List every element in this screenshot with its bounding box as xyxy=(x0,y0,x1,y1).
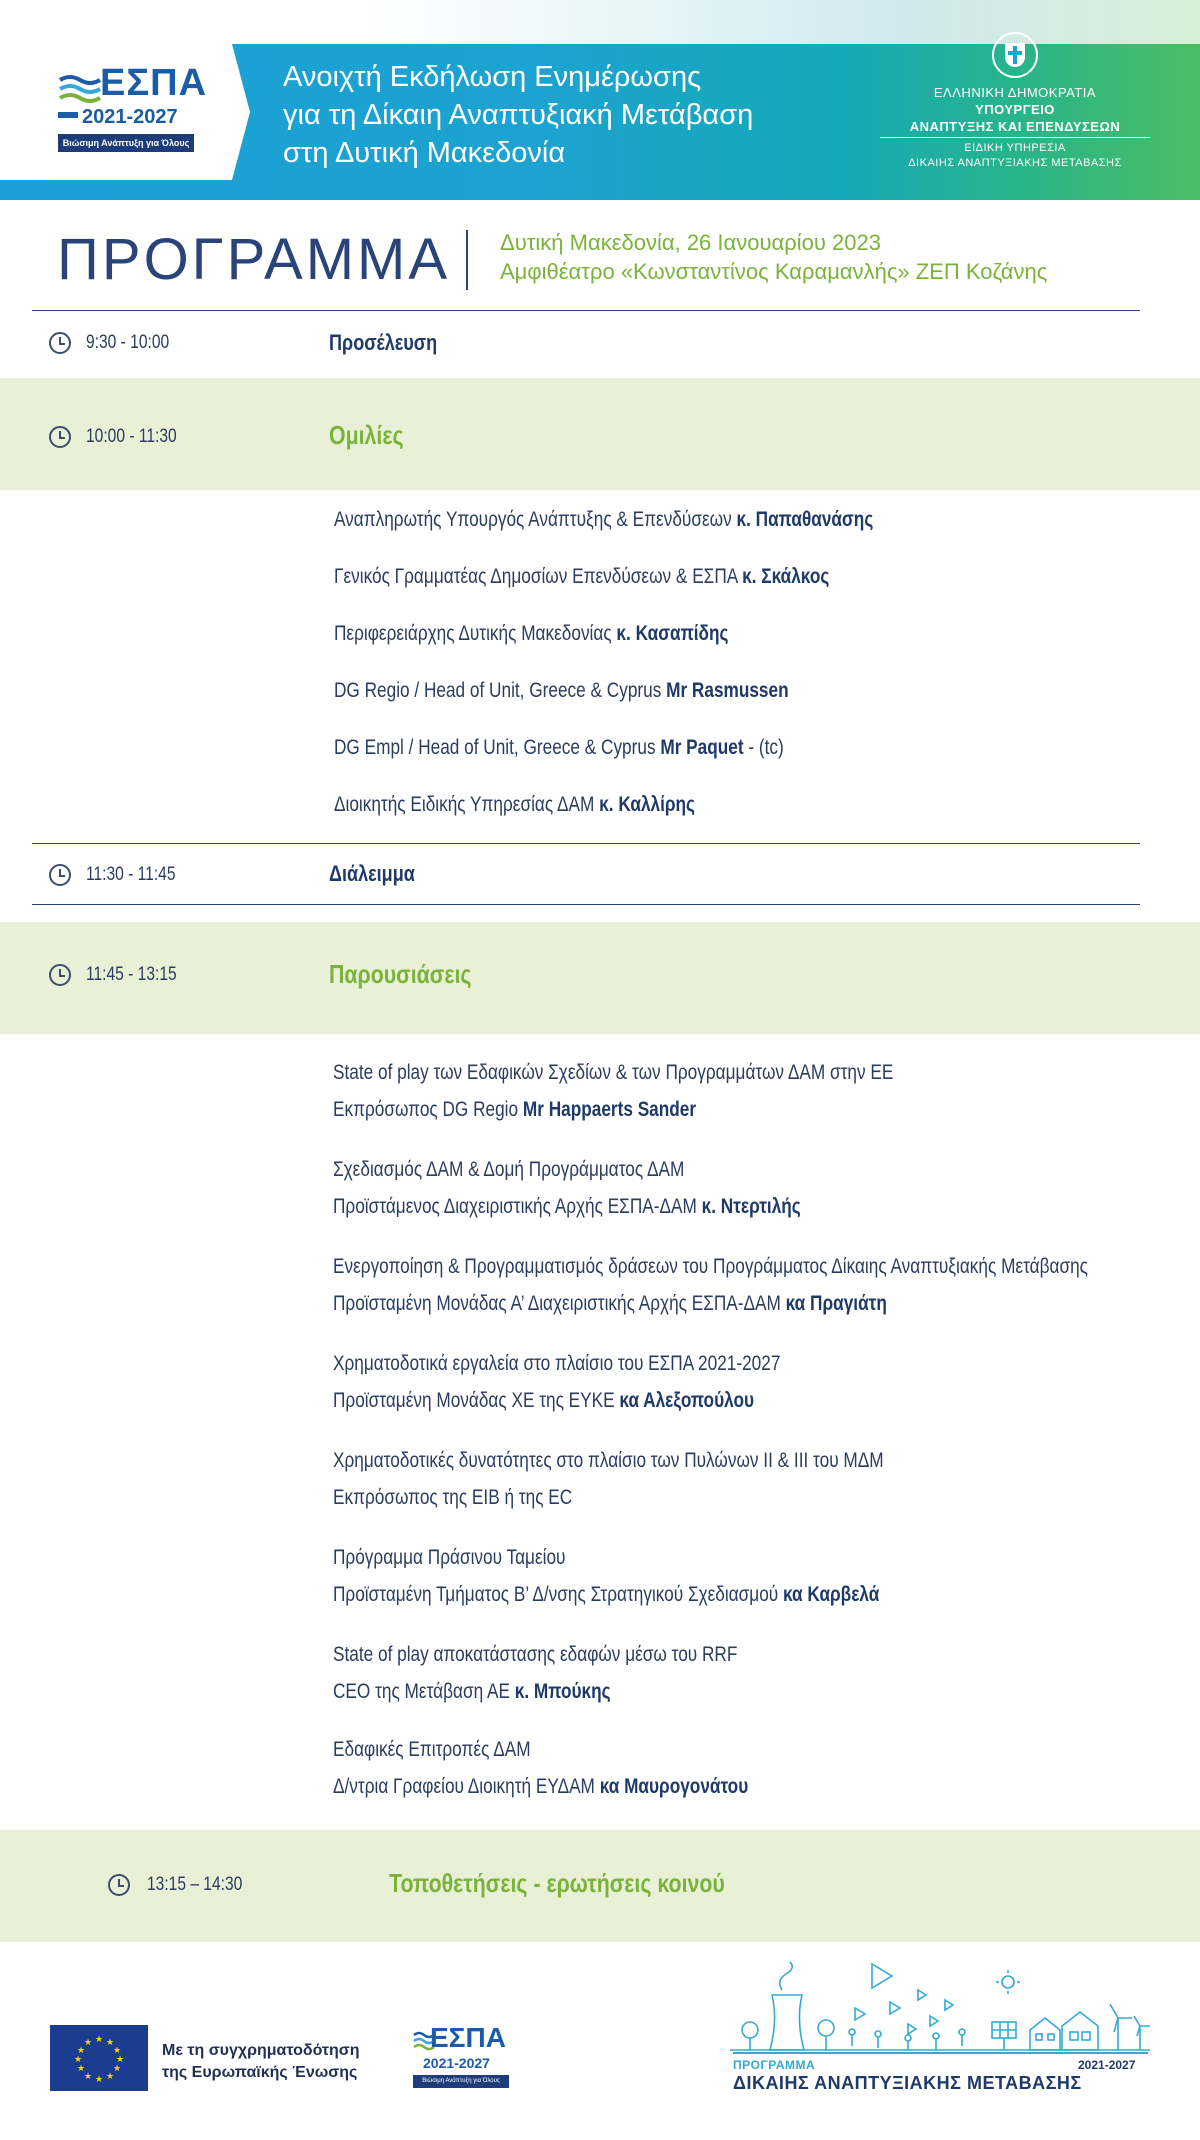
speaker-item: Περιφερειάρχης Δυτικής Μακεδονίας κ. Κασαπίδης xyxy=(334,622,729,645)
presentation-topic: State of play αποκατάστασης εδαφών μέσω του RRF xyxy=(333,1643,738,1666)
slot-title: Προσέλευση xyxy=(329,330,438,355)
event-title-line: στη Δυτική Μακεδονία xyxy=(283,137,566,169)
ministry-line: ΑΝΑΠΤΥΞΗΣ ΚΑΙ ΕΠΕΝΔΥΣΕΩΝ xyxy=(880,118,1150,138)
presentation-item xyxy=(333,1054,893,1128)
ministry-block xyxy=(880,32,1150,171)
divider xyxy=(32,904,1140,905)
presentation-topic: Χρηματοδοτικά εργαλεία στο πλαίσιο του ΕΣΠΑ 2021-2027 xyxy=(333,1352,781,1375)
slot-band xyxy=(0,922,1200,1034)
speaker-item: Γενικός Γραμματέας Δημοσίων Επενδύσεων & ΕΣΠΑ κ. Σκάλκος xyxy=(334,565,830,588)
eu-flag-icon: ★ ★ ★ ★ ★ ★ ★ ★ ★ ★ ★ ★ xyxy=(50,2025,148,2091)
footer-espa-years: 2021-2027 xyxy=(423,2055,490,2071)
presentation-item xyxy=(333,1345,780,1419)
presentation-topic: Σχεδιασμός ΔΑΜ & Δομή Προγράμματος ΔΑΜ xyxy=(333,1158,685,1181)
slot-time: 11:45 - 13:15 xyxy=(86,964,177,985)
event-title-line: για τη Δίκαιη Αναπτυξιακή Μετάβαση xyxy=(283,99,754,131)
presentation-presenter: Δ/ντρια Γραφείου Διοικητή ΕΥΔΑΜ κα Μαυρογονάτου xyxy=(333,1775,749,1798)
event-title xyxy=(283,58,843,172)
ministry-line: ΕΙΔΙΚΗ ΥΠΗΡΕΣΙΑ xyxy=(964,142,1066,154)
ministry-line: ΥΠΟΥΡΓΕΙΟ xyxy=(975,102,1055,117)
presentation-presenter: Προϊσταμένη Μονάδας Α’ Διαχειριστικής Αρχής ΕΣΠΑ-ΔΑΜ κα Πραγιάτη xyxy=(333,1292,887,1315)
programme-venue: Αμφιθέατρο «Κωνσταντίνος Καραμανλής» ΖΕΠ Κοζάνης xyxy=(500,259,1048,284)
presentation-presenter: Προϊσταμένη Μονάδας ΧΕ της ΕΥΚΕ κα Αλεξοπούλου xyxy=(333,1389,755,1412)
espa-logo-years: 2021-2027 xyxy=(82,106,178,128)
presentation-presenter: Προϊσταμένη Τμήματος Β’ Δ/νσης Στρατηγικού Σχεδιασμού κα Καρβελά xyxy=(333,1583,880,1606)
speaker-item: Διοικητής Ειδικής Υπηρεσίας ΔΑΜ κ. Καλλίρης xyxy=(334,793,696,816)
presentation-presenter: Προϊστάμενος Διαχειριστικής Αρχής ΕΣΠΑ-ΔΑΜ κ. Ντερτιλής xyxy=(333,1195,801,1218)
cofunding-line: της Ευρωπαϊκής Ένωσης xyxy=(162,2064,358,2081)
cofunding-text xyxy=(162,2040,360,2084)
espa-logo-word: ΕΣΠΑ xyxy=(100,62,208,104)
presentation-topic: State of play των Εδαφικών Σχεδίων & των Προγραμμάτων ΔΑΜ στην ΕΕ xyxy=(333,1061,894,1084)
slot-band xyxy=(0,378,1200,490)
divider xyxy=(32,310,1140,311)
slot-title: Ομιλίες xyxy=(329,420,404,450)
just-transition-illustration-icon xyxy=(730,1960,1150,2060)
event-title-line: Ανοιχτή Εκδήλωση Ενημέρωσης xyxy=(283,61,702,93)
presentation-item xyxy=(333,1731,748,1805)
presentation-topic: Εδαφικές Επιτροπές ΔΑΜ xyxy=(333,1738,531,1761)
clock-icon xyxy=(49,864,71,886)
presentation-topic: Χρηματοδοτικές δυνατότητες στο πλαίσιο των Πυλώνων ΙΙ & ΙΙΙ του ΜΔΜ xyxy=(333,1449,884,1472)
slot-time: 13:15 – 14:30 xyxy=(147,1874,243,1895)
clock-icon xyxy=(49,332,71,354)
greek-emblem-icon xyxy=(992,32,1038,78)
espa-logo-tagline: Βιώσιμη Ανάπτυξη για Όλους xyxy=(58,134,194,152)
title-separator xyxy=(466,230,468,290)
presentation-topic: Ενεργοποίηση & Προγραμματισμός δράσεων του Προγράμματος Δίκαιης Αναπτυξιακής Μετάβασης xyxy=(333,1255,1088,1278)
footer-espa-tagline: Βιώσιμη Ανάπτυξη για Όλους xyxy=(413,2075,509,2088)
slot-title: Παρουσιάσεις xyxy=(329,959,472,989)
programme-date: Δυτική Μακεδονία, 26 Ιανουαρίου 2023 xyxy=(500,230,881,255)
slot-time: 9:30 - 10:00 xyxy=(86,332,170,353)
presentation-topic: Πρόγραμμα Πράσινου Ταμείου xyxy=(333,1546,566,1569)
presentation-presenter: CEO της Μετάβαση ΑΕ κ. Μπούκης xyxy=(333,1680,611,1703)
slot-time: 11:30 - 11:45 xyxy=(86,864,176,885)
speaker-item: DG Regio / Head of Unit, Greece & Cyprus Mr Rasmussen xyxy=(334,679,789,702)
cofunding-line: Με τη συγχρηματοδότηση xyxy=(162,2042,360,2059)
footer-programme-years: 2021-2027 xyxy=(1078,2058,1136,2072)
presentation-item xyxy=(333,1151,801,1225)
clock-icon xyxy=(49,426,71,448)
presentation-presenter: Εκπρόσωπος DG Regio Mr Happaerts Sander xyxy=(333,1098,697,1121)
presentation-presenter: Εκπρόσωπος της EIB ή της EC xyxy=(333,1486,573,1509)
footer-programme-label: ΠΡΟΓΡΑΜΜΑ xyxy=(733,2058,816,2072)
speaker-item: Αναπληρωτής Υπουργός Ανάπτυξης & Επενδύσεων κ. Παπαθανάσης xyxy=(334,508,874,531)
clock-icon xyxy=(49,964,71,986)
programme-subtitle xyxy=(500,228,1047,286)
programme-title: ΠΡΟΓΡΑΜΜΑ xyxy=(57,227,451,292)
divider xyxy=(32,843,1140,844)
presentation-item xyxy=(333,1636,737,1710)
ministry-line: ΔΙΚΑΙΗΣ ΑΝΑΠΤΥΞΙΑΚΗΣ ΜΕΤΑΒΑΣΗΣ xyxy=(908,157,1122,169)
footer-programme-name: ΔΙΚΑΙΗΣ ΑΝΑΠΤΥΞΙΑΚΗΣ ΜΕΤΑΒΑΣΗΣ xyxy=(733,2073,1082,2093)
ministry-line: ΕΛΛΗΝΙΚΗ ΔΗΜΟΚΡΑΤΙΑ xyxy=(933,85,1097,100)
speaker-item: DG Empl / Head of Unit, Greece & Cyprus Mr Paquet - (tc) xyxy=(334,736,784,759)
slot-title: Διάλειμμα xyxy=(329,861,415,886)
espa-waves-icon xyxy=(58,72,102,108)
presentation-item xyxy=(333,1539,879,1613)
slot-time: 10:00 - 11:30 xyxy=(86,426,177,447)
greek-flag-icon xyxy=(58,112,78,124)
slot-title: Τοποθετήσεις - ερωτήσεις κοινού xyxy=(389,1868,725,1898)
clock-icon xyxy=(108,1874,130,1896)
footer-programme-line xyxy=(733,2052,1148,2054)
presentation-item xyxy=(333,1442,884,1516)
footer-espa-word: ΕΣΠΑ xyxy=(430,2022,506,2053)
presentation-item xyxy=(333,1248,1088,1322)
